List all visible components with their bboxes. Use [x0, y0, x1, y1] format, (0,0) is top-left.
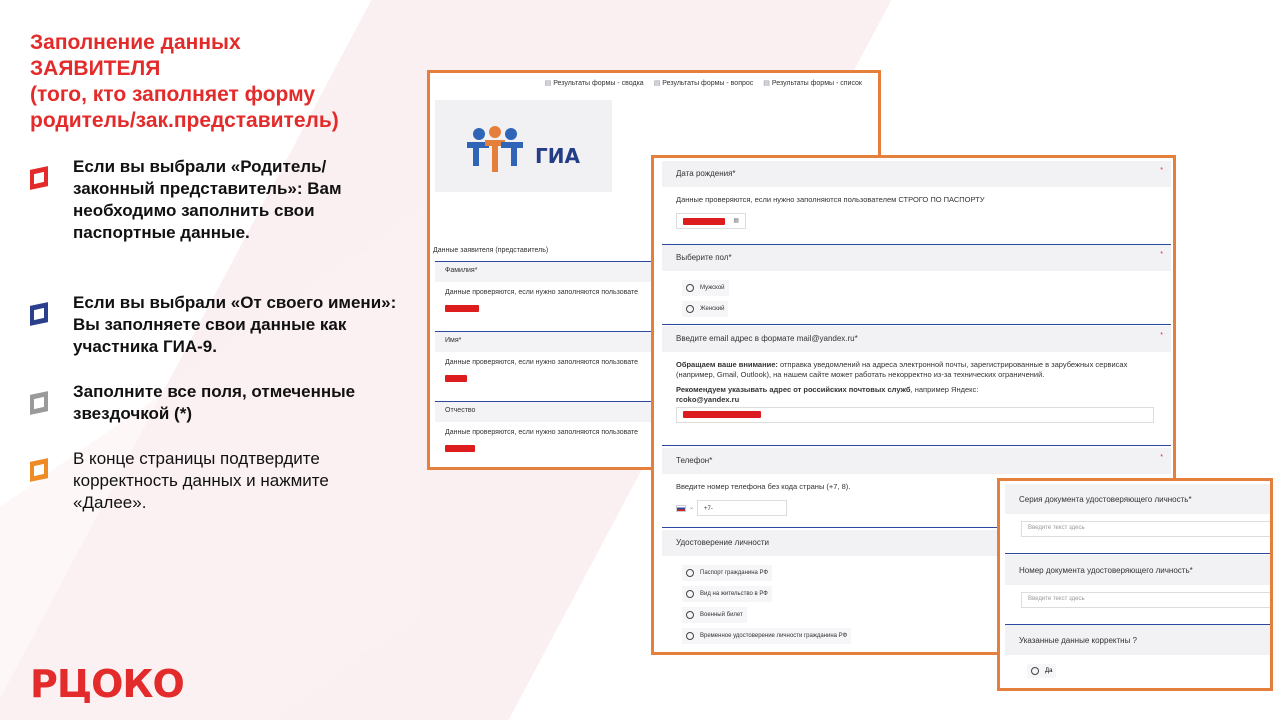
- field-label: Дата рождения*: [676, 169, 736, 178]
- radio-military-id[interactable]: Военный билет: [682, 607, 747, 623]
- radio-confirm-yes[interactable]: Да: [1027, 664, 1056, 678]
- title-line: Заполнение данных: [30, 31, 241, 54]
- radio-circle-icon: [686, 305, 694, 313]
- phone-input[interactable]: +7-: [697, 500, 787, 516]
- field-label: Фамилия*: [435, 262, 881, 282]
- bullet-text: Если вы выбрали «Родитель/законный представитель»: Вам необходимо заполнить свои паспортные данные.: [73, 157, 342, 242]
- bullet-marker-icon: [30, 458, 48, 482]
- bullet-text: Заполните все поля, отмеченные звездочкой (*): [73, 382, 356, 423]
- chevron-down-icon[interactable]: ⌄: [689, 505, 695, 511]
- radio-passport[interactable]: Паспорт гражданина РФ: [682, 565, 772, 581]
- page-title: [30, 30, 410, 134]
- field-hint: Данные проверяются, если нужно заполняются пользовате: [445, 289, 639, 296]
- radio-circle-icon: [686, 569, 694, 577]
- field-hint: Данные проверяются, если нужно заполняются пользователем СТРОГО ПО ПАСПОРТУ: [676, 195, 985, 204]
- radio-circle-icon: [686, 632, 694, 640]
- results-links: [545, 79, 862, 87]
- gia-logo-icon: [465, 126, 525, 174]
- email-input[interactable]: [676, 407, 1154, 423]
- field-gender: [662, 245, 1171, 325]
- results-summary-link[interactable]: ▤ Результаты формы - сводка: [545, 79, 644, 87]
- email-rec: , например Яндекс:: [910, 385, 979, 394]
- field-doc-series: [1005, 484, 1273, 554]
- required-star: *: [1160, 167, 1163, 174]
- required-star: *: [1160, 454, 1163, 461]
- field-hint: Данные проверяются, если нужно заполняются пользовате: [445, 429, 639, 436]
- radio-residence-permit[interactable]: Вид на жительство в РФ: [682, 586, 772, 602]
- redacted-value: [683, 218, 725, 225]
- form-screenshot-document: [997, 478, 1273, 691]
- flag-ru-icon[interactable]: [676, 505, 686, 512]
- redacted-value: [445, 375, 467, 382]
- bullet-marker-icon: [30, 166, 48, 190]
- required-star: *: [1160, 332, 1163, 339]
- email-note-bold: Обращаем ваше внимание:: [676, 360, 778, 369]
- field-doc-number: [1005, 555, 1273, 625]
- field-birthdate: [662, 161, 1171, 245]
- field-label: Выберите пол*: [676, 253, 732, 262]
- field-label: Номер документа удостоверяющего личность*: [1005, 555, 1273, 585]
- email-rec-bold: Рекомендуем указывать адрес от российских почтовых служб: [676, 385, 911, 394]
- field-label: Указанные данные корректны ?: [1005, 625, 1273, 655]
- rcoko-logo: [30, 662, 184, 706]
- email-example: rcoko@yandex.ru: [676, 395, 740, 404]
- radio-male[interactable]: Мужской: [682, 280, 729, 296]
- field-label: Телефон*: [676, 456, 713, 465]
- radio-temporary-id[interactable]: Временное удостоверение личности гражданина РФ: [682, 628, 851, 644]
- section-label: Данные заявителя (представитель): [433, 247, 549, 254]
- field-label: Удостоверение личности: [676, 538, 769, 547]
- bullet-marker-icon: [30, 391, 48, 415]
- required-star: *: [1160, 251, 1163, 258]
- bullet-marker-icon: [30, 302, 48, 326]
- email-note: отправка уведомлений на адреса электронной почты, зарегистрированные в зарубежных сервисах (например, Gmail, Outlook), на нашем сайте может работать некорректно из-за технических ограничений.: [676, 360, 1128, 379]
- gia-banner: [435, 100, 612, 192]
- field-hint: Введите номер телефона без кода страны (+7, 8).: [676, 482, 851, 491]
- doc-series-input[interactable]: Введите текст здесь: [1021, 521, 1273, 537]
- bullet-text: Если вы выбрали «От своего имени»: Вы заполняете свои данные как участника ГИА-9.: [73, 293, 397, 356]
- rcoko-logo-text: РЦОКО: [30, 662, 184, 706]
- title-line: ЗАЯВИТЕЛЯ: [30, 57, 161, 80]
- bullet-text: В конце страницы подтвердите корректность данных и нажмите «Далее».: [73, 449, 329, 512]
- field-hint: Данные проверяются, если нужно заполняются пользовате: [445, 359, 639, 366]
- radio-female[interactable]: Женский: [682, 301, 728, 317]
- title-line: (того, кто заполняет форму: [30, 83, 316, 106]
- radio-circle-icon: [1031, 667, 1039, 675]
- results-list-link[interactable]: ▤ Результаты формы - список: [763, 79, 862, 87]
- redacted-value: [683, 411, 761, 418]
- radio-circle-icon: [686, 284, 694, 292]
- field-label: Серия документа удостоверяющего личность*: [1005, 484, 1273, 514]
- radio-circle-icon: [686, 590, 694, 598]
- field-label: Отчество: [435, 402, 881, 422]
- radio-circle-icon: [686, 611, 694, 619]
- field-email: [662, 326, 1171, 446]
- field-confirm: [1005, 625, 1273, 691]
- redacted-value: [445, 445, 475, 452]
- birthdate-input[interactable]: [676, 213, 746, 229]
- calendar-icon[interactable]: ▦: [733, 218, 739, 224]
- doc-number-input[interactable]: Введите текст здесь: [1021, 592, 1273, 608]
- title-line: родитель/зак.представитель): [30, 109, 339, 132]
- field-label: Введите email адрес в формате mail@yandex.ru*: [676, 334, 858, 343]
- redacted-value: [445, 305, 479, 312]
- field-label: Имя*: [435, 332, 881, 352]
- gia-logo-text: ГИА: [535, 144, 580, 168]
- results-question-link[interactable]: ▤ Результаты формы - вопрос: [654, 79, 754, 87]
